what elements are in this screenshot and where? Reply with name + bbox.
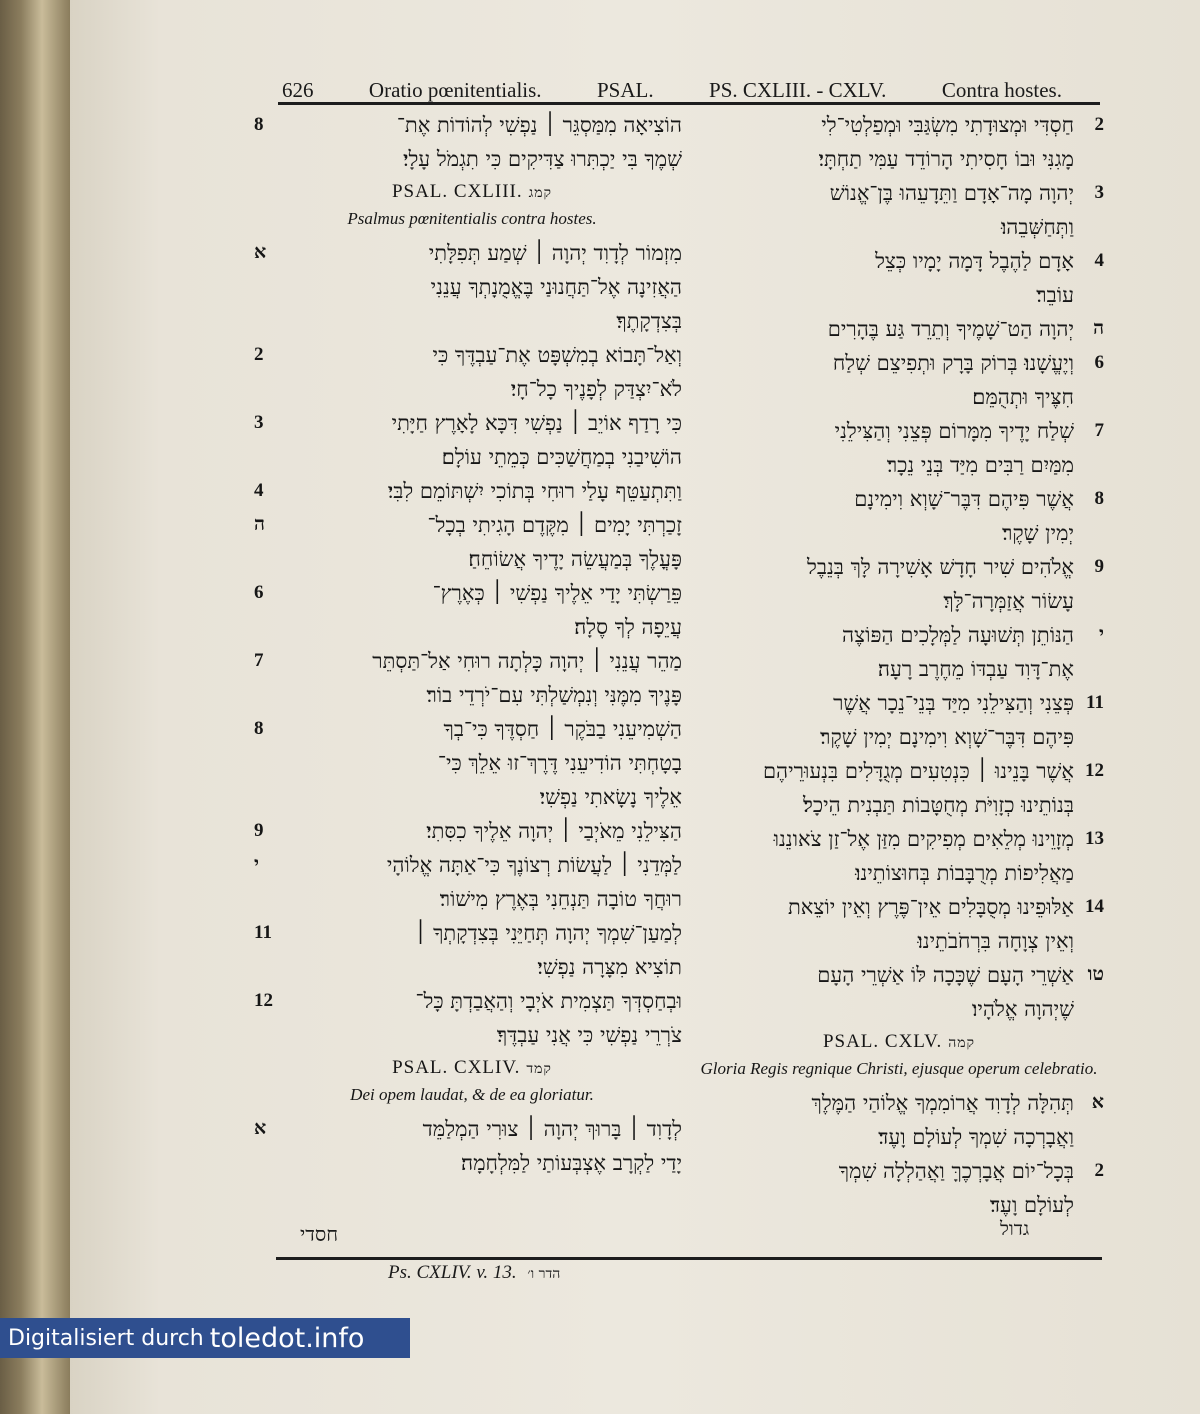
verse-line xyxy=(254,338,682,372)
verse-text: אֱלֹהִים שִׁיר חָדָשׁ אָשִׁירָה לָּךְ בְּנֵבֶל xyxy=(807,555,1074,579)
verse-number: 6 xyxy=(254,582,264,603)
verse-text: תוֹצִיא מִצָּרָה נַפְשִׁי׃ xyxy=(537,955,682,979)
verse-text: מִזְמוֹר לְדָוִד יְהוָה ׀ שְׁמַע תְּפִלָּתִי xyxy=(428,241,682,265)
verse-line xyxy=(694,176,1104,210)
verse-line xyxy=(262,1146,682,1180)
verse-text: צֹרְרֵי נַפְשִׁי כִּי אֲנִי עַבְדֶּךָ׃ xyxy=(496,1023,682,1047)
verse-line xyxy=(262,372,682,406)
verse-line xyxy=(694,312,1104,346)
psalm-144-subtitle: Dei opem laudat, & de ea gloriatur. xyxy=(350,1085,594,1104)
verse-line xyxy=(262,780,682,814)
verse-text: רוּחֲךָ טוֹבָה תַּנְחֵנִי בְּאֶרֶץ מִישׁוֹר׃ xyxy=(439,887,682,911)
verse-line xyxy=(254,108,682,142)
verse-line xyxy=(254,576,682,610)
verse-line xyxy=(694,856,1104,890)
verse-line xyxy=(254,1112,682,1146)
verse-text: הַצִּילֵנִי מֵאֹיְבַי ׀ יְהוָה אֵלֶיךָ כִסִּתִי׃ xyxy=(426,819,682,843)
verse-line xyxy=(254,712,682,746)
verse-number: 8 xyxy=(1094,488,1104,509)
verse-number: 7 xyxy=(1094,420,1104,441)
banner-prefix: Digitalisiert durch xyxy=(8,1325,204,1351)
verse-number: י xyxy=(254,854,259,875)
verse-line xyxy=(694,788,1104,822)
verse-line xyxy=(694,1154,1104,1188)
verse-line xyxy=(694,516,1104,550)
psalm-145-title-text: PSAL. CXLV. xyxy=(822,1031,943,1052)
catchword-left: חסדי xyxy=(300,1222,339,1246)
psalm-143-title-hebrew: קמג xyxy=(528,185,553,201)
verse-text: וְאֵין צְוָחָה בִּרְחֹבֹתֵינוּ׃ xyxy=(917,929,1074,953)
verse-number: 13 xyxy=(1085,828,1104,849)
verse-line xyxy=(262,142,682,176)
psalm-145-title-hebrew: קמה xyxy=(948,1035,976,1051)
verse-line xyxy=(694,210,1104,244)
verse-number: 3 xyxy=(254,412,264,433)
verse-line xyxy=(262,1018,682,1052)
psalm-143-title xyxy=(262,176,682,208)
psalm-143-subtitle: Psalmus pœnitentialis contra hostes. xyxy=(347,209,597,228)
psalm-144-title-hebrew: קמד xyxy=(526,1061,552,1077)
verse-number: 2 xyxy=(1094,114,1104,135)
psalm-144-title xyxy=(262,1052,682,1084)
verse-text: וַאֲבָרְכָה שִׁמְךָ לְעוֹלָם וָעֶד׃ xyxy=(878,1125,1074,1149)
psalm-145-title xyxy=(694,1026,1104,1058)
verse-text: בְּנוֹתֵינוּ כְזָוִיֹּת מְחֻטָּבוֹת תַּבְנִית הֵיכָל׃ xyxy=(803,793,1074,817)
verse-text: שְׁלַח יָדֶיךָ מִמָּרוֹם פְּצֵנִי וְהַצִּילֵנִי xyxy=(834,419,1074,443)
verse-line xyxy=(694,720,1104,754)
verse-text: הַנּוֹתֵן תְּשׁוּעָה לַמְּלָכִים הַפּוֹצֶה xyxy=(842,623,1074,647)
digitization-banner[interactable] xyxy=(0,1318,410,1358)
verse-line xyxy=(694,380,1104,414)
verse-text: וַתִּתְעַטֵּף עָלַי רוּחִי בְּתוֹכִי יִשְׁתּוֹמֵם לִבִּי׃ xyxy=(387,479,682,503)
verse-text: הַאֲזִינָה אֶל־תַּחֲנוּנַי בֶּאֱמֻנָתְךָ עֲנֵנִי xyxy=(430,275,682,299)
verse-text: פָּנֶיךָ מִמֶּנִּי וְנִמְשַׁלְתִּי עִם־יֹרְדֵי בוֹר׃ xyxy=(426,683,682,707)
verse-text: הוֹשִׁיבַנִי בְמַחֲשַׁכִּים כְּמֵתֵי עוֹלָם׃ xyxy=(441,445,682,469)
verse-number: 11 xyxy=(1086,692,1104,713)
footnote-hebrew: הדר ו׳ xyxy=(527,1266,561,1282)
verse-line xyxy=(254,508,682,542)
verse-number: 9 xyxy=(254,820,264,841)
verse-line xyxy=(262,746,682,780)
verse-text: לְדָוִד ׀ בָּרוּךְ יְהוָה ׀ צוּרִי הַמְלַמֵּד xyxy=(422,1117,682,1141)
verse-number: י xyxy=(1099,624,1104,645)
verse-line xyxy=(254,474,682,508)
verse-line xyxy=(254,916,682,950)
verse-line xyxy=(694,686,1104,720)
verse-text: הוֹצִיאָה מִמַּסְגֵּר ׀ נַפְשִׁי לְהוֹדוֹת אֶת־ xyxy=(396,113,682,137)
verse-number: 7 xyxy=(254,650,264,671)
verse-number: א xyxy=(254,242,267,263)
verse-number: 4 xyxy=(1094,250,1104,271)
verse-line xyxy=(262,610,682,644)
verse-text: בְּכָל־יוֹם אֲבָרְכֶךָּ וַאֲהַלְלָה שִׁמְךָ xyxy=(838,1159,1074,1183)
verse-text: שֶׁיְהוָה אֱלֹהָיו׃ xyxy=(972,997,1074,1021)
verse-text: אֵלֶיךָ נָשָׂאתִי נַפְשִׁי׃ xyxy=(539,785,682,809)
verse-number: 9 xyxy=(1094,556,1104,577)
verse-line xyxy=(262,542,682,576)
verse-line xyxy=(694,550,1104,584)
verse-line xyxy=(262,678,682,712)
verse-text: אֶת־דָּוִד עַבְדּוֹ מֵחֶרֶב רָעָה׃ xyxy=(877,657,1074,681)
verse-text: אֲשֶׁר בָּנֵינוּ ׀ כִּנְטִעִים מְגֻדָּלִים בִּנְעוּרֵיהֶם xyxy=(762,759,1074,783)
verse-number: ה xyxy=(254,514,265,535)
verse-text: חַסְדִּי וּמְצוּדָתִי מִשְׂגַּבִּי וּמְפַלְטִי־לִי xyxy=(821,113,1074,137)
verse-text: חִצֶּיךָ וּתְהֻמֵּם׃ xyxy=(972,385,1074,409)
verse-text: בְּצִדְקָתֶךָ׃ xyxy=(616,309,682,333)
verse-text: אָדָם לַהֶבֶל דָּמָה יָמָיו כְּצֵל xyxy=(875,249,1074,273)
verse-line xyxy=(262,270,682,304)
verse-line xyxy=(694,1120,1104,1154)
verse-line xyxy=(262,440,682,474)
verse-line xyxy=(254,236,682,270)
verse-text: יְהוָה הַט־שָׁמֶיךָ וְתֵרֵד גַּע בֶּהָרִים xyxy=(827,317,1074,341)
verse-line xyxy=(694,890,1104,924)
verse-line xyxy=(694,108,1104,142)
verse-text: אַשְׁרֵי הָעָם שֶׁכָּכָה לּוֹ אַשְׁרֵי הָעָם xyxy=(817,963,1074,987)
verse-text: הַשְׁמִיעֵנִי בַבֹּקֶר ׀ חַסְדֶּךָ כִּי־בְךָ xyxy=(443,717,682,741)
verse-text: וּבְחַסְדְּךָ תַּצְמִית אֹיְבָי וְהַאֲבַדְתָּ כָּל־ xyxy=(415,989,682,1013)
verse-number: טו xyxy=(1087,964,1104,985)
verse-line xyxy=(694,1188,1104,1222)
verse-line xyxy=(694,414,1104,448)
footnote-text: Ps. CXLIV. v. 13. xyxy=(388,1262,517,1283)
verse-text: וַתְּחַשְּׁבֵהוּ׃ xyxy=(1000,215,1074,239)
header-center: PSAL. xyxy=(596,77,654,102)
verse-line xyxy=(694,992,1104,1026)
verse-text: כִּי רָדַף אוֹיֵב ׀ נַפְשִׁי דִּכָּא לָאָרֶץ חַיָּתִי xyxy=(391,411,682,435)
verse-text: יָדַי לַקְרָב אֶצְבְּעוֹתַי לַמִּלְחָמָה׃ xyxy=(461,1151,682,1175)
verse-text: פָּעֳלֶךָ בְּמַעֲשֵׂה יָדֶיךָ אֲשׂוֹחֵחַ׃ xyxy=(468,547,682,571)
left-text-column xyxy=(254,108,682,1180)
verse-line xyxy=(262,882,682,916)
verse-text: לְמַעַן־שִׁמְךָ יְהוָה תְּחַיֵּנִי בְּצִדְקָתְךָ ׀ xyxy=(414,921,682,945)
verse-number: ה xyxy=(1093,318,1104,339)
verse-line xyxy=(694,754,1104,788)
verse-text: בָטָחְתִּי הוֹדִיעֵנִי דֶּרֶךְ־זוּ אֵלֵךְ כִּי־ xyxy=(437,751,682,775)
verse-line xyxy=(262,950,682,984)
verse-text: מְזָוֵינוּ מְלֵאִים מְפִיקִים מִזַּן אֶל־זַן צֹאונֵנוּ xyxy=(773,827,1074,851)
verse-line xyxy=(694,482,1104,516)
verse-line xyxy=(694,924,1104,958)
verse-number: 4 xyxy=(254,480,264,501)
page-number: 626 xyxy=(282,77,314,102)
verse-text: עֲיֵפָה לְךָ סֶלָה׃ xyxy=(574,615,682,639)
header-range: PS. CXLIII. - CXLV. xyxy=(709,77,887,102)
verse-number: 2 xyxy=(254,344,264,365)
footer-rule xyxy=(276,1257,1102,1260)
verse-number: 12 xyxy=(254,990,273,1011)
verse-number: 8 xyxy=(254,114,264,135)
verse-line xyxy=(694,448,1104,482)
verse-text: מַאֲלִיפוֹת מְרֻבָּבוֹת בְּחוּצוֹתֵינוּ׃ xyxy=(855,861,1074,885)
verse-line xyxy=(254,406,682,440)
banner-brand[interactable]: toledot.info xyxy=(209,1322,365,1354)
verse-line xyxy=(694,244,1104,278)
verse-text: יְמִין שָׁקֶר׃ xyxy=(1002,521,1074,545)
verse-text: מִמַּיִם רַבִּים מִיַּד בְּנֵי נֵכָר׃ xyxy=(886,453,1074,477)
catchword-right: גדול xyxy=(1000,1218,1030,1240)
verse-number: 8 xyxy=(254,718,264,739)
verse-number: 12 xyxy=(1085,760,1104,781)
verse-text: וְיֶעֱשָׁנוּ׃ בְּרוֹק בָּרָק וּתְפִיצֵם שְׁלַח xyxy=(832,351,1074,375)
verse-line xyxy=(254,814,682,848)
verse-line xyxy=(694,958,1104,992)
verse-text: זָכַרְתִּי יָמִים ׀ מִקֶּדֶם הָגִיתִי בְכָל־ xyxy=(427,513,682,537)
verse-text: אַלּוּפֵינוּ מְסֻבָּלִים אֵין־פֶּרֶץ וְאֵין יוֹצֵאת xyxy=(787,895,1074,919)
verse-line xyxy=(694,584,1104,618)
verse-text: שְׁמֶךָ בִּי יַכְתִּרוּ צַדִּיקִים כִּי תִגְמֹל עָלָי׃ xyxy=(402,147,682,171)
footnote xyxy=(388,1262,560,1284)
verse-line xyxy=(254,984,682,1018)
verse-text: וְאַל־תָּבוֹא בְמִשְׁפָּט אֶת־עַבְדֶּךָ כִּי xyxy=(432,343,682,367)
verse-line xyxy=(694,142,1104,176)
verse-text: לֹא־יִצְדַּק לְפָנֶיךָ כָל־חָי׃ xyxy=(510,377,682,401)
verse-text: תְּהִלָּה לְדָוִד אֲרוֹמִמְךָ אֱלוֹהַי הַמֶּלֶךְ xyxy=(811,1091,1074,1115)
verse-line xyxy=(694,1086,1104,1120)
verse-line xyxy=(262,304,682,338)
verse-number: 14 xyxy=(1085,896,1104,917)
verse-text: מָגִנִּי וּבוֹ חָסִיתִי הָרוֹדֵד עַמִּי תַחְתָּי׃ xyxy=(818,147,1074,171)
verse-line xyxy=(694,346,1104,380)
verse-line xyxy=(254,644,682,678)
verse-text: עוֹבֵר׃ xyxy=(1036,283,1074,307)
verse-number: א xyxy=(1091,1092,1104,1113)
verse-number: 3 xyxy=(1094,182,1104,203)
header-left-title: Oratio pœnitentialis. xyxy=(368,77,542,102)
header-rule xyxy=(278,102,1100,105)
verse-line xyxy=(694,278,1104,312)
verse-text: פְּצֵנִי וְהַצִּילֵנִי מִיַּד בְּנֵי־נֵכָר אֲשֶׁר xyxy=(833,691,1074,715)
verse-text: פִּיהֶם דִּבֶּר־שָׁוְא וִימִינָם יְמִין שָׁקֶר׃ xyxy=(820,725,1074,749)
right-text-column xyxy=(694,108,1104,1222)
verse-text: לַמְּדֵנִי ׀ לַעֲשׂוֹת רְצוֹנֶךָ כִּי־אַתָּה אֱלוֹהָי xyxy=(386,853,682,877)
verse-number: 2 xyxy=(1094,1160,1104,1181)
verse-text: עָשׂוֹר אֲזַמְּרָה־לָּךְ׃ xyxy=(943,589,1074,613)
verse-number: א xyxy=(254,1118,267,1139)
verse-text: פֵּרַשְׂתִּי יָדַי אֵלֶיךָ נַפְשִׁי ׀ כְּאֶרֶץ־ xyxy=(432,581,682,605)
book-page-edges xyxy=(0,0,70,1414)
verse-text: יְהוָה מָה־אָדָם וַתֵּדָעֵהוּ בֶּן־אֱנוֹשׁ xyxy=(829,181,1074,205)
verse-text: אֲשֶׁר פִּיהֶם דִּבֶּר־שָׁוְא וִימִינָם xyxy=(854,487,1074,511)
verse-line xyxy=(254,848,682,882)
verse-line xyxy=(694,652,1104,686)
header-right-title: Contra hostes. xyxy=(941,77,1062,102)
verse-line xyxy=(694,822,1104,856)
verse-number: 6 xyxy=(1094,352,1104,373)
verse-line xyxy=(694,618,1104,652)
verse-text: מַהֵר עֲנֵנִי ׀ יְהוָה כָּלְתָה רוּחִי אַל־תַּסְתֵּר xyxy=(372,649,682,673)
verse-text: לְעוֹלָם וָעֶד׃ xyxy=(989,1193,1074,1217)
psalm-143-title-text: PSAL. CXLIII. xyxy=(391,181,523,202)
psalm-145-subtitle: Gloria Regis regnique Christi, ejusque operum celebratio. xyxy=(700,1059,1098,1078)
verse-number: 11 xyxy=(254,922,272,943)
psalm-144-title-text: PSAL. CXLIV. xyxy=(392,1057,521,1078)
